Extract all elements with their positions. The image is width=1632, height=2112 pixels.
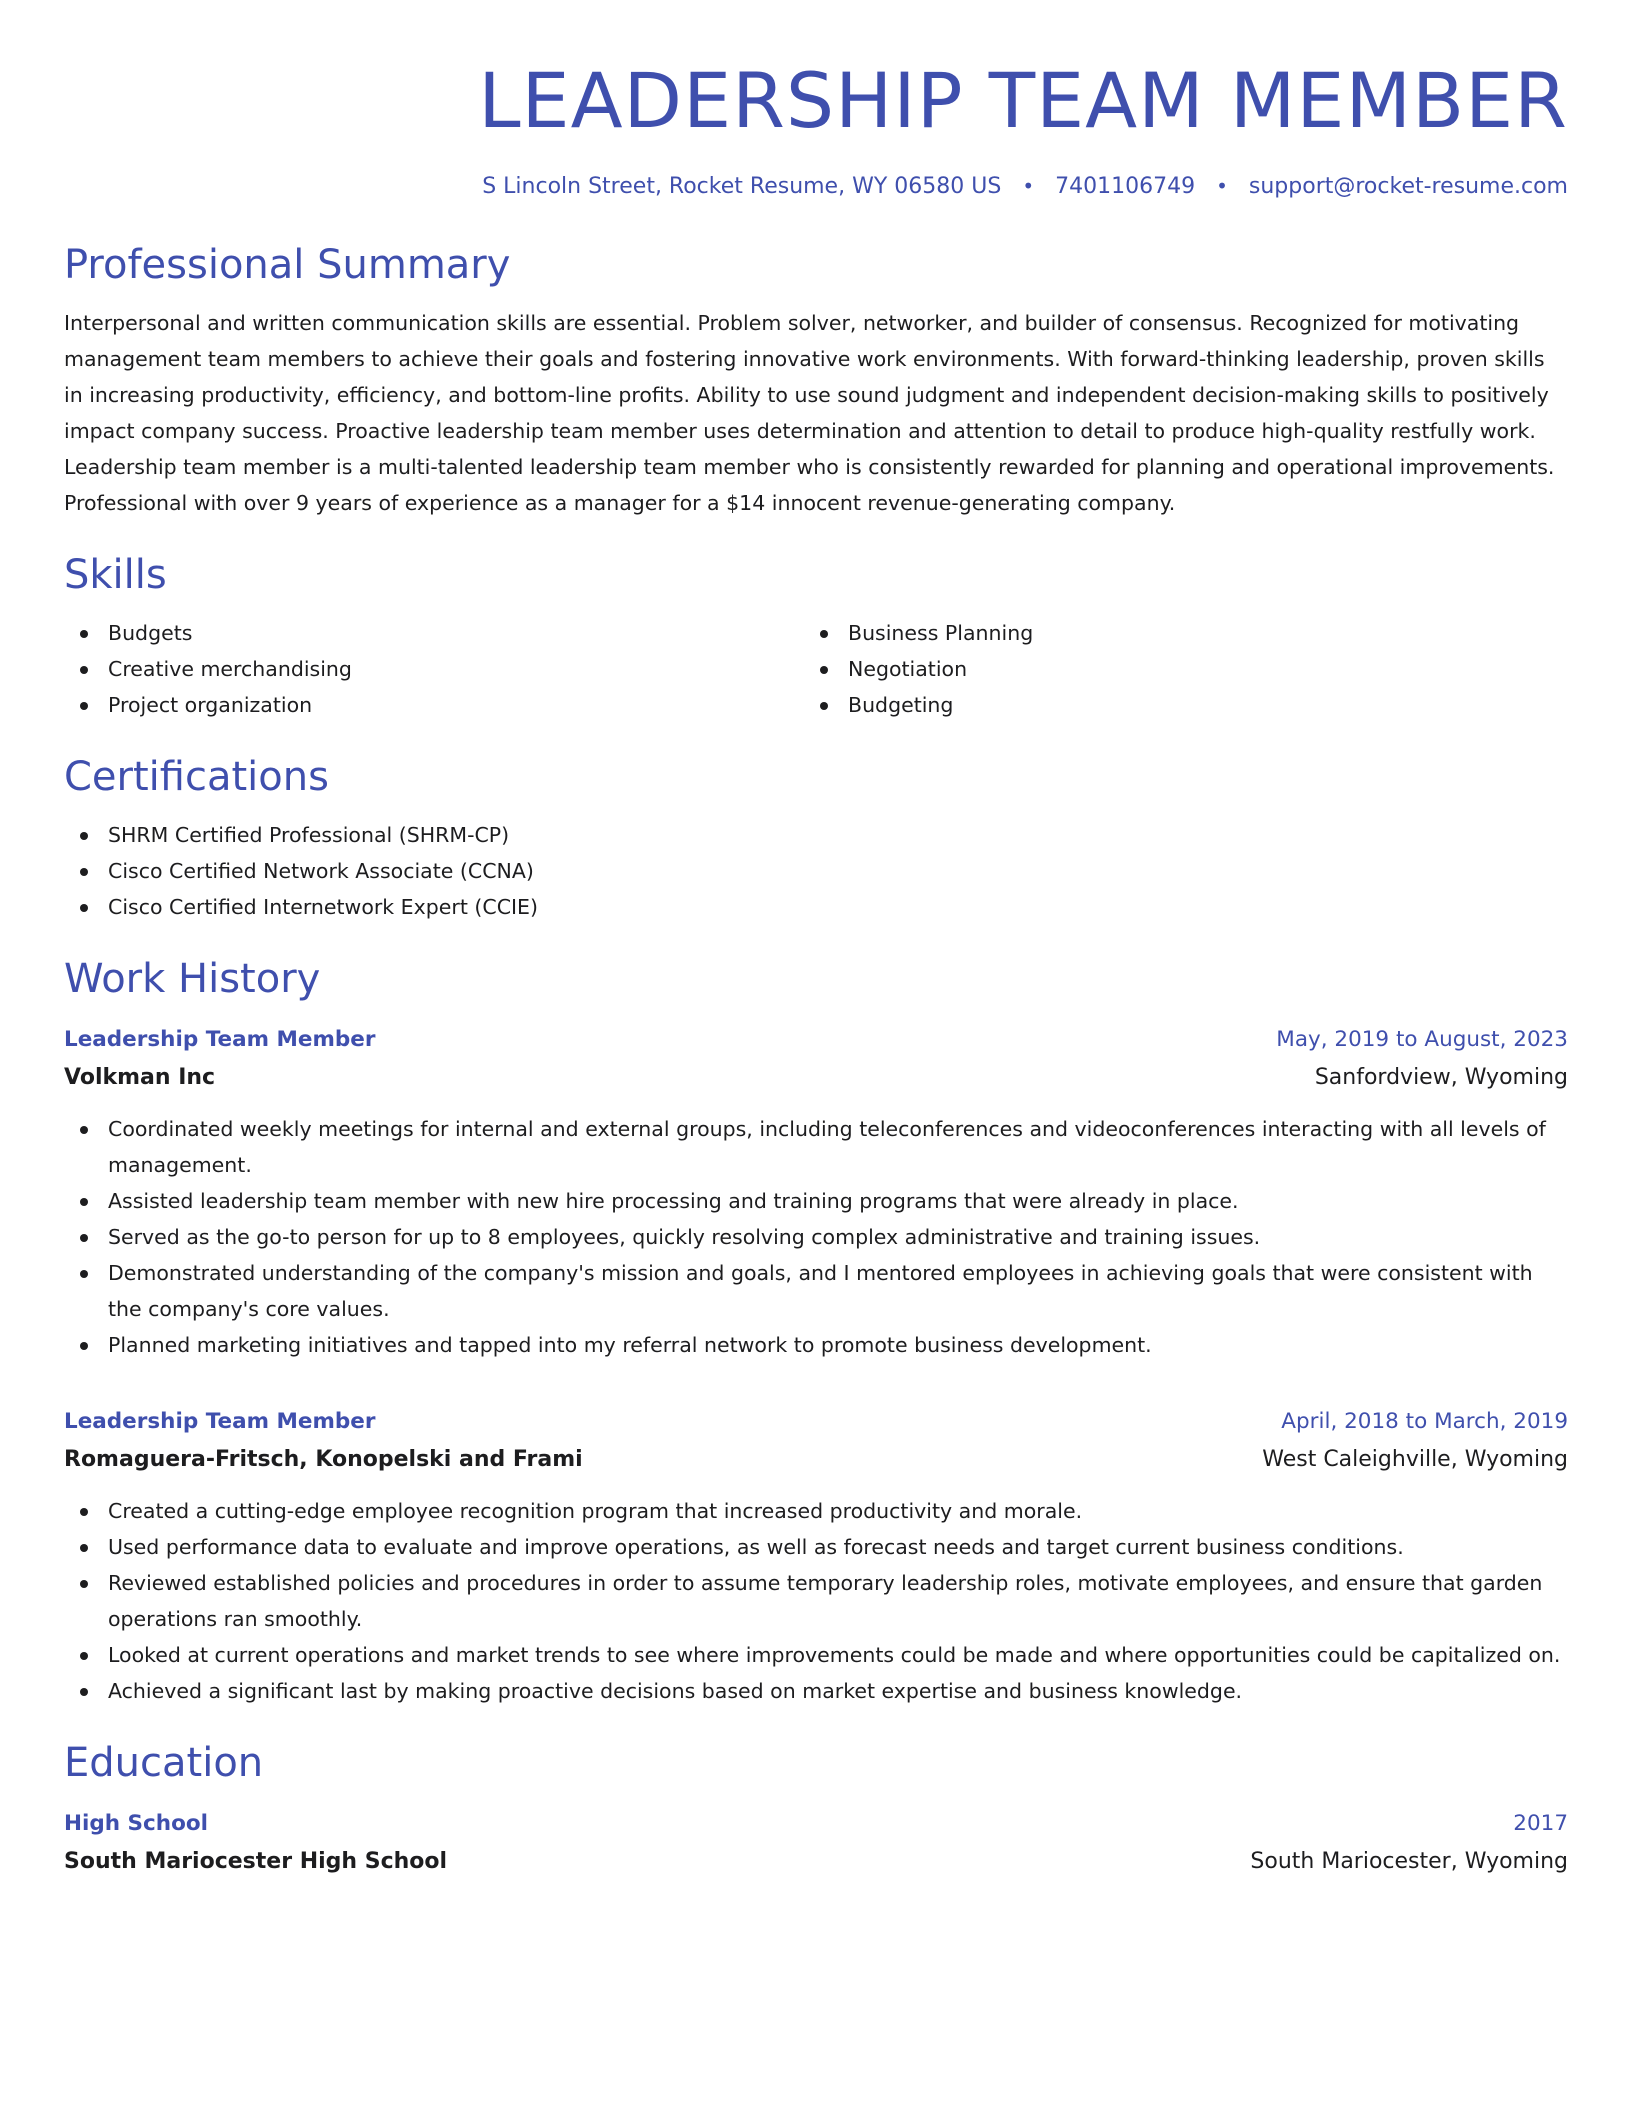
job-dates: May, 2019 to August, 2023	[1276, 1027, 1568, 1052]
candidate-name: LEADERSHIP TEAM MEMBER	[478, 56, 1568, 145]
work-history-heading: Work History	[64, 956, 321, 1002]
job-company: Romaguera-Fritsch, Konopelski and Frami	[64, 1447, 583, 1472]
job-company-row	[64, 1059, 1568, 1097]
job-bullet: Created a cutting-edge employee recognition program that increased productivity and morale.	[64, 1493, 1568, 1529]
job-company: Volkman Inc	[64, 1065, 216, 1090]
skill-item: Business Planning	[804, 615, 1568, 651]
certification-item: SHRM Certified Professional (SHRM-CP)	[64, 817, 1568, 853]
job-company-row	[64, 1441, 1568, 1479]
skill-item: Project organization	[64, 687, 804, 723]
certification-item: Cisco Certified Network Associate (CCNA)	[64, 853, 1568, 889]
summary-heading: Professional Summary	[64, 242, 511, 288]
contact-separator: •	[1022, 174, 1035, 198]
job-bullets	[64, 1493, 1568, 1709]
contact-email: support@rocket-resume.com	[1248, 174, 1568, 199]
contact-line	[64, 168, 1568, 205]
job-bullet: Demonstrated understanding of the company's mission and goals, and I mentored employees in achieving goals that were consistent with the company's core values.	[64, 1255, 1568, 1327]
job-location: Sanfordview, Wyoming	[1314, 1065, 1568, 1090]
education-location: South Mariocester, Wyoming	[1250, 1849, 1568, 1874]
skills-list-right	[804, 615, 1568, 723]
job-bullet: Served as the go-to person for up to 8 employees, quickly resolving complex administrative and training issues.	[64, 1219, 1568, 1255]
skill-item: Creative merchandising	[64, 651, 804, 687]
certification-item: Cisco Certified Internetwork Expert (CCIE)	[64, 889, 1568, 925]
contact-address: S Lincoln Street, Rocket Resume, WY 06580 US	[482, 174, 1002, 199]
job-bullet: Assisted leadership team member with new hire processing and training programs that were already in place.	[64, 1183, 1568, 1219]
contact-separator: •	[1216, 174, 1228, 198]
job-entry	[64, 1021, 1568, 1363]
certifications-list	[64, 817, 1568, 925]
contact-phone: 7401106749	[1055, 174, 1196, 199]
job-bullets	[64, 1111, 1568, 1363]
job-header-row	[64, 1403, 1568, 1441]
skills-grid	[64, 615, 1568, 723]
education-school-row	[64, 1843, 1568, 1881]
education-year: 2017	[1513, 1811, 1568, 1836]
job-location: West Caleighville, Wyoming	[1262, 1447, 1568, 1472]
education-header-row	[64, 1805, 1568, 1843]
job-bullet: Achieved a significant last by making proactive decisions based on market expertise and business knowledge.	[64, 1673, 1568, 1709]
job-entry	[64, 1403, 1568, 1709]
job-header-row	[64, 1021, 1568, 1059]
education-school: South Mariocester High School	[64, 1849, 448, 1874]
summary-text: Interpersonal and written communication skills are essential. Problem solver, networker, and builder of consensus. Recognized for motivating management team members to achieve their goals and fostering innovative work environments. With forward-thinking leadership, proven skills in increasing productivity, efficiency, and bottom-line profits. Ability to use sound judgment and independent decision-making skills to positively impact company success. Proactive leadership team member uses determination and attention to detail to produce high-quality restfully work. Leadership team member is a multi-talented leadership team member who is consistently rewarded for planning and operational improvements. Professional with over 9 years of experience as a manager for a $14 innocent revenue-generating company.	[64, 311, 1555, 515]
job-bullet: Used performance data to evaluate and improve operations, as well as forecast needs and target current business conditions.	[64, 1529, 1568, 1565]
job-bullet: Looked at current operations and market trends to see where improvements could be made and where opportunities could be capitalized on.	[64, 1637, 1568, 1673]
certifications-heading: Certifications	[64, 754, 329, 800]
job-bullet: Planned marketing initiatives and tapped into my referral network to promote business development.	[64, 1327, 1568, 1363]
job-title: Leadership Team Member	[64, 1409, 376, 1434]
skills-heading: Skills	[64, 552, 167, 598]
job-dates: April, 2018 to March, 2019	[1281, 1409, 1568, 1434]
education-entry	[64, 1805, 1568, 1881]
job-bullet: Coordinated weekly meetings for internal and external groups, including teleconferences and videoconferences interacting with all levels of management.	[64, 1111, 1568, 1183]
education-heading: Education	[64, 1740, 264, 1786]
skill-item: Budgeting	[804, 687, 1568, 723]
job-title: Leadership Team Member	[64, 1027, 376, 1052]
job-bullet: Reviewed established policies and procedures in order to assume temporary leadership roles, motivate employees, and ensure that garden operations ran smoothly.	[64, 1565, 1568, 1637]
education-degree: High School	[64, 1811, 208, 1836]
skill-item: Negotiation	[804, 651, 1568, 687]
skills-list-left	[64, 615, 804, 723]
skill-item: Budgets	[64, 615, 804, 651]
